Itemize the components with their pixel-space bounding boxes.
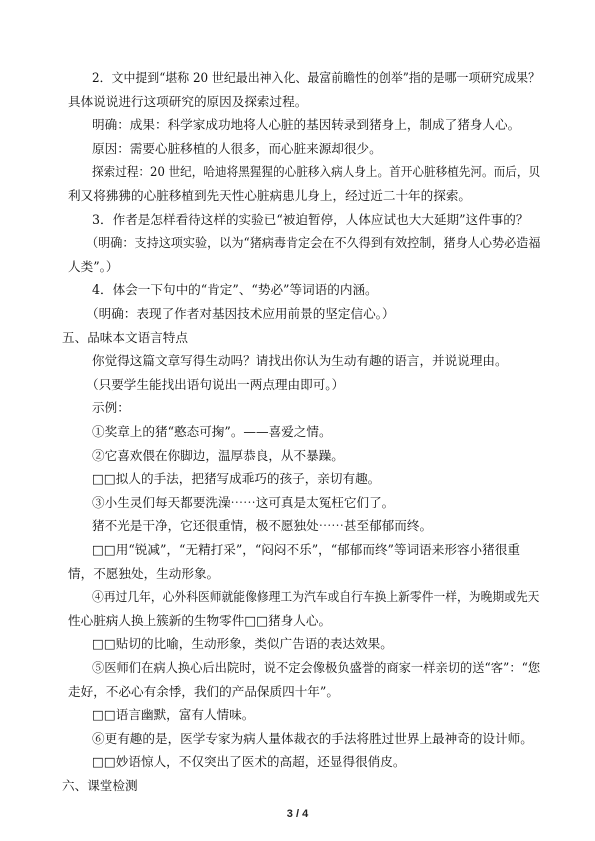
text-line: □□语言幽默，富有人情味。 [92,707,255,723]
text-line: 3．作者是怎样看待这样的实验已“被迫暂停，人体应试也大大延期”这件事的？ [92,211,529,227]
page-number: 3 / 4 [286,808,309,820]
text-line: 探索过程：20 世纪，哈迪将黑猩猩的心脏移入病人身上。首开心脏移植先河。而后，贝 [92,164,541,180]
text-line: 2．文中提到“堪称 20 世纪最出神入化、最富前瞻性的创举”指的是哪一项研究成果？ [92,70,541,85]
text-line: ⑥更有趣的是，医学专家为病人量体裁衣的手法将胜过世界上最神奇的设计师。 [92,730,533,746]
text-line: 走好，不必心有余悸，我们的产品保质四十年”。 [68,683,339,699]
text-line: （明确：表现了作者对基因技术应用前景的坚定信心。） [86,306,395,321]
text-line: 利又将狒狒的心脏移植到先天性心脏病患儿身上，经过近二十年的探索。 [68,188,471,203]
text-line: 原因：需要心脏移植的人很多，而心脏来源却很少。 [92,140,382,156]
section-heading: 六、课堂检测 [62,778,138,793]
text-line: 人类”。） [68,258,119,274]
section-heading: 五、品味本文语言特点 [62,329,188,345]
text-line: ①奖章上的猪“憨态可掬”。——喜爱之情。 [92,424,332,439]
text-line: 明确：成果：科学家成功地将人心脏的基因转录到猪身上，制成了猪身人心。 [92,117,521,133]
text-line: 具体说说进行这项研究的原因及探索过程。 [68,93,308,109]
text-line: 猪不光是干净，它还很重情，极不愿独处⋯⋯甚至郁郁而终。 [92,518,433,534]
text-line: ⑤医师们在病人换心后出院时，说不定会像极负盛誉的商家一样亲切的送“客”：“您 [92,660,541,675]
text-line: □□贴切的比喻，生动形象，类似广告语的表达效果。 [92,636,393,652]
text-line: 4．体会一下句中的“肯定”、“势必”等词语的内涵。 [92,282,378,298]
text-line: □□用“锐减”，“无精打采”，“闷闷不乐”，“郁郁而终”等词语来形容小猪很重 [92,542,520,557]
text-line: ④再过几年，心外科医师就能像修理工为汽车或自行车换上新零件一样，为晚期或先天 [92,589,540,605]
text-line: 你觉得这篇文章写得生动吗？请找出你认为生动有趣的语言，并说说理由。 [92,353,508,369]
text-line: 性心脏病人换上簇新的生物零件□□猪身人心。 [68,612,332,628]
text-line: □□妙语惊人，不仅突出了医术的高超，还显得很俏皮。 [92,754,406,770]
text-line: ②它喜欢偎在你脚边，温厚恭良，从不暴躁。 [92,447,344,463]
text-line: □□拟人的手法，把猪写成乖巧的孩子，亲切有趣。 [92,471,381,487]
text-line: ③小生灵们每天都要洗澡⋯⋯这可真是太冤枉它们了。 [92,494,395,510]
text-line: （只要学生能找出语句说出一两点理由即可。） [86,376,345,392]
text-line: （明确：支持这项实验，以为“猪病毒肯定会在不久得到有效控制，猪身人心势必造福 [86,235,541,251]
text-line: 示例： [92,400,130,416]
text-line: 情，不愿独处，生动形象。 [68,565,220,581]
